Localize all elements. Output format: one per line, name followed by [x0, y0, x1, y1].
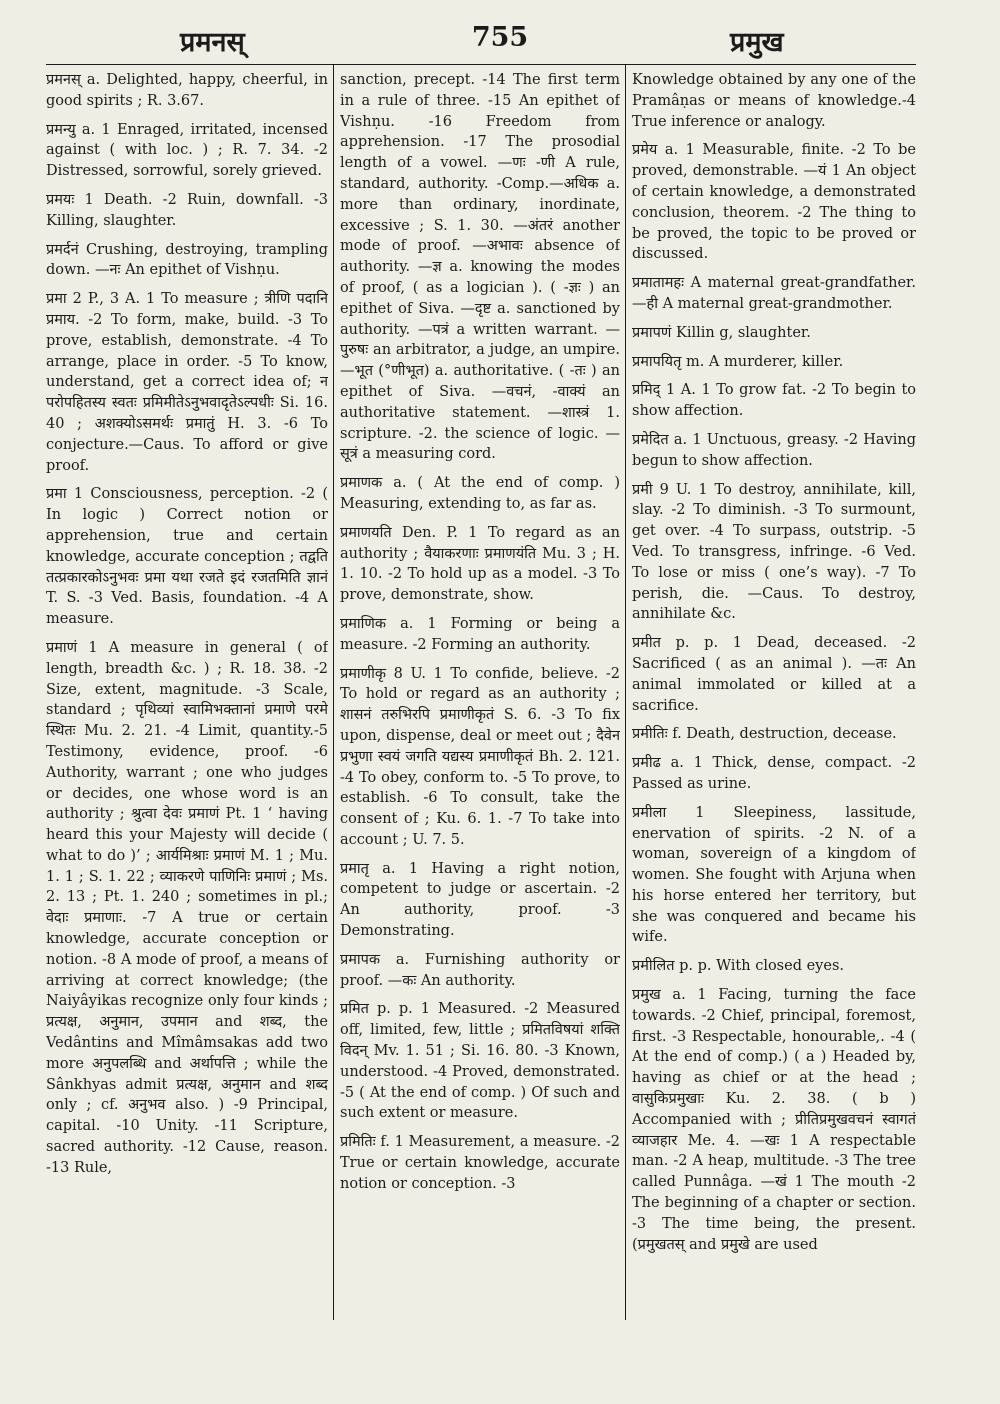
left-guide-word: प्रमनस् [180, 27, 245, 58]
dictionary-entry: प्रमयः 1 Death. -2 Ruin, downfall. -3 Killing, slaughter. [46, 191, 328, 229]
dictionary-entry: sanction, precept. -14 The first term in a rule of three. -15 An epithet of Vishṇu. -16 Freedom from apprehension. -17 The prosodial length of a vowel. —णः -णी A rule, standard, authority. -Comp.—अधिक a. more than ordinary, inordinate, excessive ; S. 1. 30. —अंतरं another mode of proof. —अभावः absence of authority. —ज्ञ a. knowing the modes of proof, ( as a logician ). ( -ज्ञः ) an epithet of Siva. —दृष्ट a. sanctioned by authority. —पत्रं a written warrant. —पुरुषः an arbitrator, a judge, an umpire. —भूत (°णीभूत) a. authoritative. ( -तः ) an epithet of Siva. —वचनं, -वाक्यं an authoritative statement. —शास्त्रं 1. scripture. -2. the science of logic. —सूत्रं a measuring cord. [340, 72, 620, 463]
dictionary-entry: प्रमा 1 Consciousness, perception. -2 ( In logic ) Correct notion or apprehension, true and certain knowledge, accurate conception ; तद्वति तत्प्रकारकोऽनुभवः प्रमा यथा रजते इदं रजतमिति ज्ञानं T. S. -3 Ved. Basis, foundation. -4 A measure. [46, 486, 328, 628]
dictionary-entry: प्रमापक a. Furnishing authority or proof. —कः An authority. [340, 951, 620, 989]
dictionary-entry: प्रमातामहः A maternal great-grandfather. —ही A maternal great-grandmother. [632, 275, 916, 312]
dictionary-entry: प्रमनस् a. Delighted, happy, cheerful, in good spirits ; R. 3.67. [46, 72, 328, 109]
dictionary-entry: प्रमित p. p. 1 Measured. -2 Measured off, limited, few, little ; प्रमितविषयां शक्ति विदन् Mv. 1. 51 ; Si. 16. 80. -3 Known, understood. -4 Proved, demonstrated. -5 ( At the end of comp. ) Of such and such extent or measure. [340, 1001, 620, 1122]
column-3 [632, 70, 916, 1320]
dictionary-entry: प्रमीतिः f. Death, destruction, decease. [632, 726, 897, 743]
dictionary-entry: प्रमापणं Killin g, slaughter. [632, 324, 811, 341]
dictionary-entry: प्रमेदित a. 1 Unctuous, greasy. -2 Having begun to show affection. [632, 431, 916, 469]
dictionary-entry: Knowledge obtained by any one of the Pramâṇas or means of knowledge.-4 True inference or analogy. [632, 72, 916, 130]
column-divider-1 [333, 64, 334, 1320]
column-divider-2 [625, 64, 626, 1320]
dictionary-entry: प्रमातृ a. 1 Having a right notion, competent to judge or ascertain. -2 An authority, proof. -3 Demonstrating. [340, 860, 620, 940]
dictionary-entry: प्रमितिः f. 1 Measurement, a measure. -2 True or certain knowledge, accurate notion or conception. -3 [340, 1134, 620, 1192]
page-number: 755 [471, 22, 529, 53]
column-1 [46, 70, 328, 1320]
dictionary-entry: प्रमापयितृ m. A murderer, killer. [632, 353, 844, 370]
dictionary-entry: प्रमाणिक a. 1 Forming or being a measure. -2 Forming an authority. [340, 615, 620, 653]
dictionary-entry: प्रमाणं 1 A measure in general ( of length, breadth &c. ) ; R. 18. 38. -2 Size, extent, magnitude. -3 Scale, standard ; पृथिव्यां स्वामिभक्तानां प्रमाणे परमे स्थितः Mu. 2. 21. -4 Limit, quantity.-5 Testimony, evidence, proof. -6 Authority, warrant ; one who judges or decides, one whose word is an authority ; श्रुत्वा देवः प्रमाणं Pt. 1 ‘ having heard this your Majesty will decide ( what to do )’ ; आर्यमिश्राः प्रमाणं M. 1 ; Mu. 1. 1 ; S. 1. 22 ; व्याकरणे पाणिनिः प्रमाणं ; Ms. 2. 13 ; Pt. 1. 240 ; sometimes in pl.; वेदाः प्रमाणाः. -7 A true or certain knowledge, accurate conception or notion. -8 A mode of proof, a means of arriving at correct knowledge; (the Naiyâyikas recognize only four kinds ; प्रत्यक्ष, अनुमान, उपमान and शब्द, the Vedântins and Mîmâmsakas add two more अनुपलब्धि and अर्थापत्ति ; while the Sânkhyas admit प्रत्यक्ष, अनुमान and शब्द only ; cf. अनुभव also. ) -9 Principal, capital. -10 Unity. -11 Scripture, sacred authority. -12 Cause, reason. -13 Rule, [46, 639, 328, 1176]
dictionary-entry: प्रमा 2 P., 3 A. 1 To measure ; त्रीणि पदानि प्रमाय. -2 To form, make, build. -3 To prove, establish, demonstrate. -4 To arrange, place in order. -5 To know, understand, get a correct idea of; न परोपहितस्य स्वतः प्रमिमीतेऽनुभवादृतेऽल्पधीः Si. 16. 40 ; अशक्योऽसमर्थः प्रमातुं H. 3. -6 To conjecture.—Caus. To afford or give proof. [46, 291, 328, 474]
dictionary-entry: प्रमाणक a. ( At the end of comp. ) Measuring, extending to, as far as. [340, 475, 620, 512]
dictionary-entry: प्रमीला 1 Sleepiness, lassitude, enervation of spirits. -2 N. of a woman, sovereign of a kingdom of women. She fought with Arjuna when his horse entered her territory, but she was conquered and became his wife. [632, 804, 916, 946]
dictionary-entry: प्रमुख a. 1 Facing, turning the face towards. -2 Chief, principal, foremost, first. -3 Respectable, honourable,. -4 ( At the end of comp.) ( a ) Headed by, having as chief or at the head ; वासुकिप्रमुखाः Ku. 2. 38. ( b ) Accompanied with ; प्रीतिप्रमुखवचनं स्वागतं व्याजहार Me. 4. —खः 1 A respectable man. -2 A heap, multitude. -3 The tree called Punnâga. —खं 1 The mouth -2 The beginning of a chapter or section. -3 The time being, the present. (प्रमुखतस् and प्रमुखे are used [632, 987, 916, 1253]
dictionary-entry: प्रमन्यु a. 1 Enraged, irritated, incensed against ( with loc. ) ; R. 7. 34. -2 Distressed, sorrowful, sorely grieved. [46, 121, 328, 180]
dictionary-entry: प्रमाणीकृ 8 U. 1 To confide, believe. -2 To hold or regard as an authority ; शासनं तरुभिरपि प्रमाणीकृतं S. 6. -3 To fix upon, dispense, deal or meet out ; दैवेन प्रभुणा स्वयं जगति यद्यस्य प्रमाणीकृतं Bh. 2. 121. -4 To obey, conform to. -5 To prove, to establish. -6 To consult, take the consent of ; Ku. 6. 1. -7 To take into account ; U. 7. 5. [340, 665, 620, 848]
dictionary-entry: प्रमीढ a. 1 Thick, dense, compact. -2 Passed as urine. [632, 755, 916, 792]
page-header [40, 22, 960, 62]
dictionary-entry: प्रमीत p. p. 1 Dead, deceased. -2 Sacrificed ( as an animal ). —तः An animal immolated or killed at a sacrifice. [632, 635, 916, 714]
dictionary-entry: प्रमी 9 U. 1 To destroy, annihilate, kill, slay. -2 To diminish. -3 To surmount, get over. -4 To surpass, outstrip. -5 Ved. To transgress, infringe. -6 Ved. To lose or miss ( one’s way). -7 To perish, die. —Caus. To destroy, annihilate &c. [632, 481, 916, 623]
column-2 [340, 70, 620, 1320]
dictionary-entry: प्रमाणयति Den. P. 1 To regard as an authority ; वैयाकरणाः प्रमाणयंति Mu. 3 ; H. 1. 10. -2 To hold up as a model. -3 To prove, demonstrate, show. [340, 524, 620, 604]
dictionary-entry: प्रमेय a. 1 Measurable, finite. -2 To be proved, demonstrable. —यं 1 An object of certain knowledge, a demonstrated conclusion, theorem. -2 The thing to be proved, the topic to be proved or discussed. [632, 142, 916, 263]
dictionary-entry: प्रमीलित p. p. With closed eyes. [632, 958, 845, 975]
dictionary-entry: प्रमर्दनं Crushing, destroying, trampling down. —नः An epithet of Vishṇu. [46, 241, 328, 279]
dictionary-entry: प्रमिद् 1 A. 1 To grow fat. -2 To begin to show affection. [632, 382, 916, 420]
right-guide-word: प्रमुख [730, 27, 784, 58]
header-rule [46, 64, 916, 65]
